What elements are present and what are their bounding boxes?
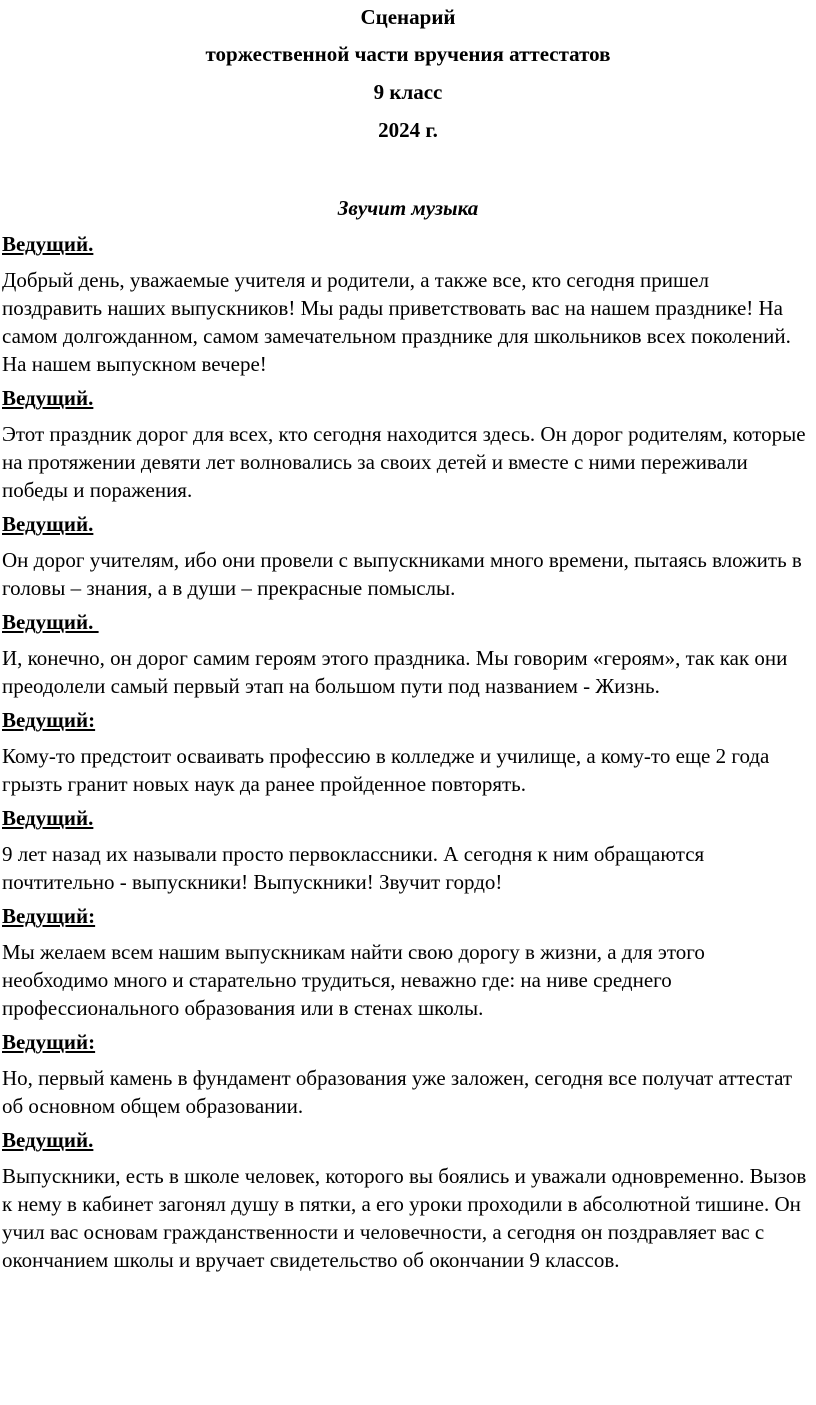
speaker-label: Ведущий.	[2, 806, 94, 830]
speaker-label: Ведущий.	[2, 512, 94, 536]
speaker-label: Ведущий:	[2, 708, 96, 732]
speaker-label: Ведущий.	[2, 232, 94, 256]
speech-text: Добрый день, уважаемые учителя и родители, а также все, кто сегодня пришел поздравить наших выпускников! Мы рады приветствовать вас на нашем празднике! На самом долгожданном, самом замечательном празднике для школьников всех поколений. На нашем выпускном вечере!	[2, 268, 791, 376]
stage-direction: Звучит музыка	[337, 196, 479, 220]
script-block	[2, 610, 810, 700]
speech-text: Выпускники, есть в школе человек, которого вы боялись и уважали одновременно. Вызов к нему в кабинет загонял душу в пятки, а его уроки проходили в абсолютной тишине. Он учил вас основам гражданственности и человечности, а сегодня он поздравляет вас с окончанием школы и вручает свидетельство об окончании 9 классов.	[2, 1164, 807, 1272]
speaker-label: Ведущий.	[2, 610, 99, 634]
script-block	[2, 1030, 810, 1120]
title-line-3: 9 класс	[373, 80, 443, 104]
speech-text: И, конечно, он дорог самим героям этого праздника. Мы говорим «героям», так как они преодолели самый первый этап на большом пути под названием - Жизнь.	[2, 646, 788, 698]
script-block	[2, 232, 810, 378]
script-body	[2, 232, 810, 1282]
title-line-4: 2024 г.	[378, 118, 438, 142]
script-block	[2, 904, 810, 1022]
speaker-label: Ведущий:	[2, 1030, 96, 1054]
speech-text: Мы желаем всем нашим выпускникам найти свою дорогу в жизни, а для этого необходимо много и старательно трудиться, неважно где: на ниве среднего профессионального образования или в стенах школы.	[2, 940, 705, 1020]
script-block	[2, 512, 810, 602]
speaker-label: Ведущий:	[2, 904, 96, 928]
speech-text: Кому-то предстоит осваивать профессию в колледже и училище, а кому-то еще 2 года грызть гранит новых наук да ранее пройденное повторять.	[2, 744, 770, 796]
speech-text: Но, первый камень в фундамент образования уже заложен, сегодня все получат аттестат об основном общем образовании.	[2, 1066, 793, 1118]
script-block	[2, 1128, 810, 1274]
speech-text: Этот праздник дорог для всех, кто сегодня находится здесь. Он дорог родителям, которые на протяжении девяти лет волновались за своих детей и вместе с ними переживали победы и поражения.	[2, 422, 806, 502]
speech-text: 9 лет назад их называли просто первоклассники. А сегодня к ним обращаются почтительно - выпускники! Выпускники! Звучит гордо!	[2, 842, 705, 894]
speech-text: Он дорог учителям, ибо они провели с выпускниками много времени, пытаясь вложить в головы – знания, а в души – прекрасные помыслы.	[2, 548, 802, 600]
title-line-2: торжественной части вручения аттестатов	[205, 42, 611, 66]
script-block	[2, 806, 810, 896]
title-line-1: Сценарий	[360, 5, 456, 29]
speaker-label: Ведущий.	[2, 1128, 94, 1152]
speaker-label: Ведущий.	[2, 386, 94, 410]
script-block	[2, 708, 810, 798]
script-block	[2, 386, 810, 504]
